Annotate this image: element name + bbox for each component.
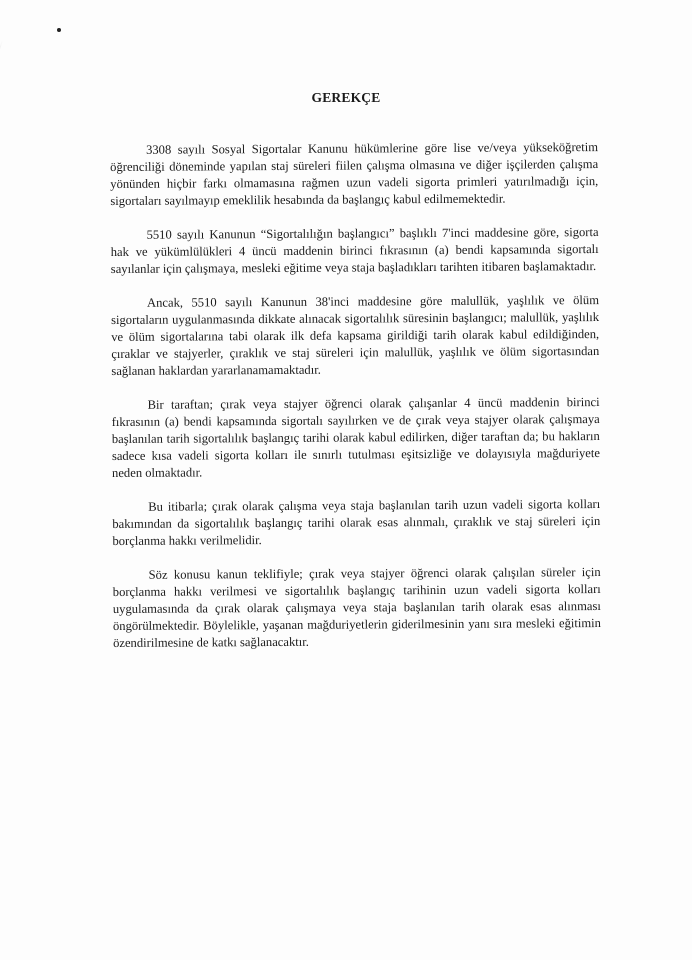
paragraph-3: Ancak, 5510 sayılı Kanunun 38'inci maddesine göre malullük, yaşlılık ve ölüm sigortaların uygulanmasında dikkate alınacak sigortalılık süresinin başlangıcı; malullük, yaşlılık ve ölüm sigortalarına tabi olarak ilk defa kapsama girildiği tarih olarak kabul edildiğinden, çıraklar ve stajyerler, çıraklık ve staj süreleri için malullük, yaşlılık ve ölüm sigortasından sağlanan haklardan yararlanamamaktadır. <box>111 293 600 378</box>
punch-dot <box>57 28 61 32</box>
scan-edge-mark <box>0 40 3 126</box>
paragraph-1: 3308 sayılı Sosyal Sigortalar Kanunu hükümlerine göre lise ve/veya yükseköğretim öğrenciliği döneminde yapılan staj süreleri fiilen çalışma olmasına ve diğer işçilerden çalışma yönünden hiçbir farkı olmamasına rağmen uzun vadeli sigorta primleri yatırılmadığı için, sigortaları sayılmayıp emeklilik hesabında da başlangıç kabul edilmemektedir. <box>110 140 599 208</box>
paragraph-2: 5510 sayılı Kanunun “Sigortalılığın başlangıcı” başlıklı 7'inci maddesine göre, sigorta hak ve yükümlülükleri 4 üncü maddenin birinci fıkrasının (a) bendi kapsamında sigortalı sayılanlar için çalışmaya, mesleki eğitime veya staja başladıkları tarihten itibaren başlamaktadır. <box>110 225 599 276</box>
paragraph-6: Söz konusu kanun teklifiyle; çırak veya stajyer öğrenci olarak çalışılan süreler için borçlanma hakkı verilmesi ve sigortalılık başlangıç tarihinin uzun vadeli sigorta kolları uygulamasında da çırak olarak çalışmaya veya staja başlanılan tarih olarak esas alınması öngörülmektedir. Böylelikle, yaşanan mağduriyetlerin giderilmesinin yanı sıra mesleki eğitimin özendirilmesine de katkı sağlanacaktır. <box>112 565 601 650</box>
paragraph-4: Bir taraftan; çırak veya stajyer öğrenci olarak çalışanlar 4 üncü maddenin birinci fıkrasının (a) bendi kapsamında sigortalı sayılırken ve de çırak veya stajyer olarak çalışmaya başlanılan tarih sigortalılık başlangıç tarihi olarak kabul edilirken, diğer taraftan da; bu hakların sadece kısa vadeli sigorta kolları ile sınırlı tutulması eşitsizliğe ve dolayısıyla mağduriyete neden olmaktadır. <box>111 395 600 480</box>
document-body <box>110 139 601 669</box>
paragraph-5: Bu itibarla; çırak olarak çalışma veya staja başlanılan tarih uzun vadeli sigorta kolları bakımından da sigortalılık başlangıç tarihi olarak esas alınmalı, çıraklık ve staj süreleri için borçlanma hakkı verilmelidir. <box>112 497 601 548</box>
document-title: GEREKÇE <box>311 90 381 105</box>
